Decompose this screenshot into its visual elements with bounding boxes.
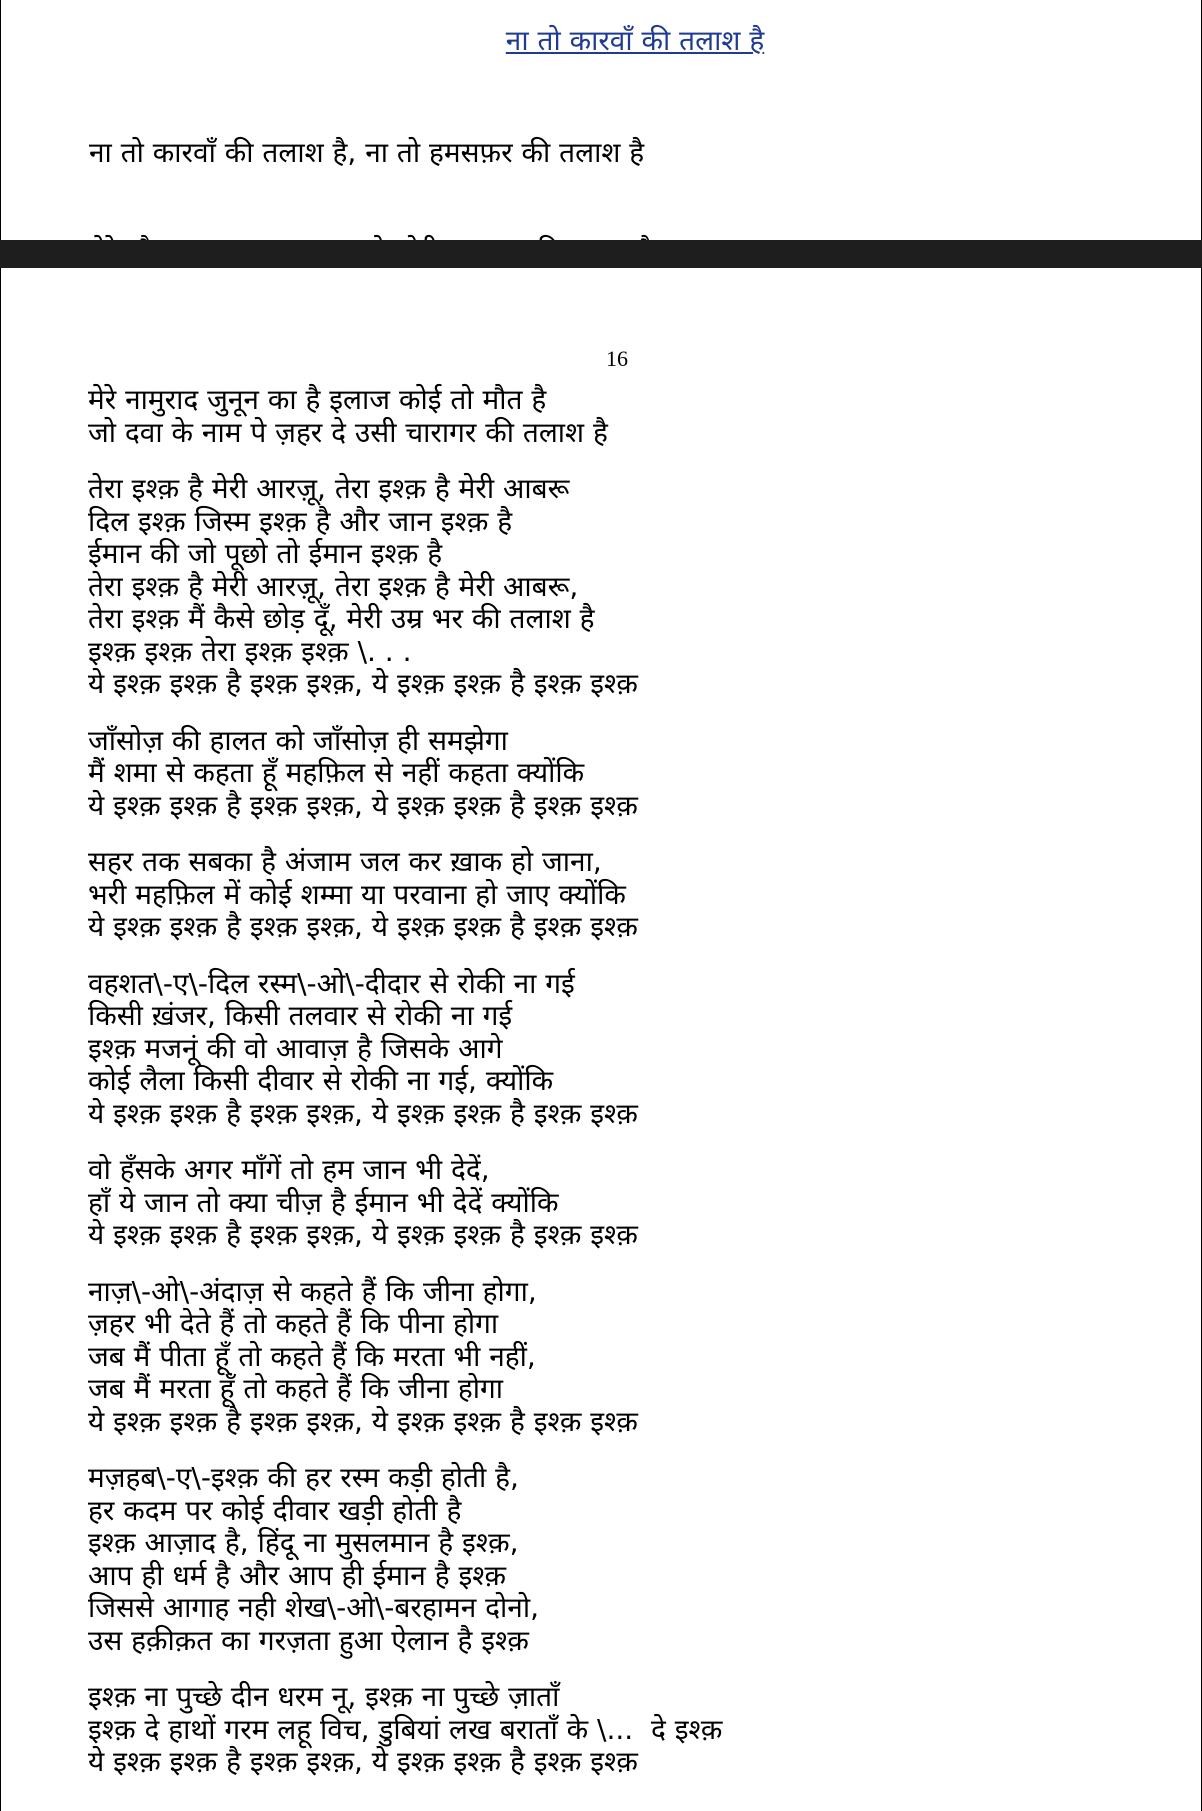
verse-line: हर कदम पर कोई दीवार खड़ी होती है xyxy=(88,1493,462,1527)
verse-line: ज़हर भी देते हैं तो कहते हैं कि पीना होगा xyxy=(88,1307,499,1340)
verse-line: वो हँसके अगर माँगें तो हम जान भी देदें, xyxy=(88,1153,490,1186)
verse-line: इश्क़ मजनूं की वो आवाज़ है जिसके आगे xyxy=(88,1031,503,1065)
verse-line: ये इश्क़ इश्क़ है इश्क़ इश्क़, ये इश्क़ इश्क़ है इश्क़ इश्क़ xyxy=(88,1218,638,1251)
verse-line: इश्क़ ना पुच्छे दीन धरम नू, इश्क़ ना पुच्छे ज़ाताँ xyxy=(88,1680,560,1713)
verse-line: कोई लैला किसी दीवार से रोकी ना गई, क्योंकि xyxy=(88,1064,554,1097)
verse-line: सहर तक सबका है अंजाम जल कर ख़ाक हो जाना, xyxy=(88,845,602,878)
verse-line: जब मैं पीता हूँ तो कहते हैं कि मरता भी नहीं, xyxy=(88,1339,536,1373)
document-page-top xyxy=(0,0,1202,240)
verse-line: ये इश्क़ इश्क़ है इश्क़ इश्क़, ये इश्क़ इश्क़ है इश्क़ इश्क़ xyxy=(88,910,638,943)
verse-line: आप ही धर्म है और आप ही ईमान है इश्क़ xyxy=(88,1558,507,1592)
verse-line: ये इश्क़ इश्क़ है इश्क़ इश्क़, ये इश्क़ इश्क़ है इश्क़ इश्क़ xyxy=(88,667,638,700)
verse-line: ये इश्क़ इश्क़ है इश्क़ इश्क़, ये इश्क़ इश्क़ है इश्क़ इश्क़ xyxy=(88,1404,638,1438)
verse-line: ये इश्क़ इश्क़ है इश्क़ इश्क़, ये इश्क़ इश्क़ है इश्क़ इश्क़ xyxy=(88,1096,638,1130)
verse-line: इश्क़ इश्क़ तेरा इश्क़ इश्क़ \. . . xyxy=(88,634,412,668)
verse-line: तेरा इश्क़ है मेरी आरज़ू, तेरा इश्क़ है मेरी आबरू, xyxy=(88,569,579,603)
verse-line: नाज़\-ओ\-अंदाज़ से कहते हैं कि जीना होगा, xyxy=(88,1274,537,1308)
stanza xyxy=(88,384,608,449)
stanza xyxy=(88,1681,722,1779)
verse-line: जिससे आगाह नही शेख\-ओ\-बरहामन दोनो, xyxy=(88,1591,539,1624)
verse-line: मैं शमा से कहता हूँ महफ़िल से नहीं कहता क्योंकि xyxy=(88,756,585,789)
stanza xyxy=(88,1276,638,1439)
verse-line: वहशत\-ए\-दिल रस्म\-ओ\-दीदार से रोकी ना गई xyxy=(88,966,575,1000)
stanza xyxy=(88,846,638,944)
stanza xyxy=(88,968,638,1131)
stanza xyxy=(88,1462,539,1657)
verse-line: मज़हब\-ए\-इश्क़ की हर रस्म कड़ी होती है, xyxy=(88,1461,519,1494)
verse-line: जब मैं मरता हूँ तो कहते हैं कि जीना होगा xyxy=(88,1372,504,1405)
verse-line: इश्क़ आज़ाद है, हिंदू ना मुसलमान है इश्क़, xyxy=(88,1526,519,1559)
verse-line: जो दवा के नाम पे ज़हर दे उसी चारागर की तलाश है xyxy=(88,415,608,449)
verse-line: ईमान की जो पूछो तो ईमान इश्क़ है xyxy=(88,537,443,570)
song-title-link[interactable]: ना तो कारवाँ की तलाश है xyxy=(505,24,765,57)
verse-line: दिल इश्क़ जिस्म इश्क़ है और जान इश्क़ है xyxy=(88,504,513,538)
stanza xyxy=(88,725,638,823)
verse-line: तेरा इश्क़ है मेरी आरज़ू, तेरा इश्क़ है मेरी आबरू xyxy=(88,472,570,505)
verse-line: तेरा इश्क़ मैं कैसे छोड़ दूँ, मेरी उम्र भर की तलाश है xyxy=(88,602,595,635)
page-separator xyxy=(0,240,1202,268)
stanza xyxy=(88,1154,638,1252)
stanza xyxy=(88,473,638,701)
verse-line: किसी ख़ंजर, किसी तलवार से रोकी ना गई xyxy=(88,999,513,1032)
verse-line: इश्क़ दे हाथों गरम लहू विच, डुबियां लख बराताँ के \... दे इश्क़ xyxy=(88,1712,723,1746)
verse-line: ना तो कारवाँ की तलाश है, ना तो हमसफ़र की तलाश है xyxy=(89,136,645,169)
verse-line: मेरे नामुराद जुनून का है इलाज कोई तो मौत है xyxy=(88,383,547,416)
verse-line: ये इश्क़ इश्क़ है इश्क़ इश्क़, ये इश्क़ इश्क़ है इश्क़ इश्क़ xyxy=(88,788,638,822)
page-number: 16 xyxy=(606,346,628,371)
verse-line: ये इश्क़ इश्क़ है इश्क़ इश्क़, ये इश्क़ इश्क़ है इश्क़ इश्क़ xyxy=(88,1745,638,1778)
verse-line: जाँसोज़ की हालत को जाँसोज़ ही समझेगा xyxy=(88,723,508,757)
verse-line: उस हक़ीक़त का गरज़ता हुआ ऐलान है इश्क़ xyxy=(88,1623,529,1657)
verse-line: हाँ ये जान तो क्या चीज़ है ईमान भी देदें क्योंकि xyxy=(88,1185,559,1219)
verse-line: भरी महफ़िल में कोई शम्मा या परवाना हो जाए क्योंकि xyxy=(88,877,626,911)
